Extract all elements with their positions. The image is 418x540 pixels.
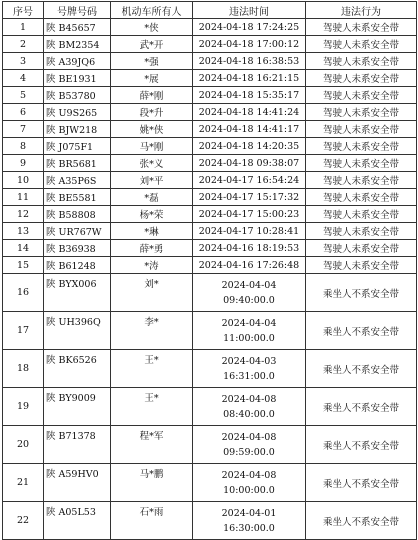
owner-cell: 段*升 [111,104,193,121]
time-cell: 2024-04-18 14:41:24 [193,104,306,121]
seq-cell: 17 [3,312,44,350]
action-cell: 驾驶人未系安全带 [306,257,417,274]
table-row [3,138,417,155]
seq-cell: 4 [3,70,44,87]
header-seq: 序号 [3,2,44,19]
header-time: 违法时间 [193,2,306,19]
owner-cell: 王* [111,388,193,426]
plate-cell: 陕 A59HV0 [44,464,111,502]
owner-cell: *侠 [111,19,193,36]
plate-cell: 陕 UR767W [44,223,111,240]
table-row [3,240,417,257]
action-cell: 驾驶人未系安全带 [306,138,417,155]
action-cell: 乘坐人不系安全带 [306,426,417,464]
time-cell: 2024-04-08 08:40:00.0 [193,388,306,426]
time-cell: 2024-04-18 14:20:35 [193,138,306,155]
seq-cell: 7 [3,121,44,138]
table-row [3,350,417,388]
owner-cell: 姚*侠 [111,121,193,138]
time-cell: 2024-04-18 17:00:12 [193,36,306,53]
table-row [3,312,417,350]
table-row [3,388,417,426]
seq-cell: 5 [3,87,44,104]
owner-cell: 薛*刚 [111,87,193,104]
table-row [3,19,417,36]
action-cell: 驾驶人未系安全带 [306,189,417,206]
action-cell: 驾驶人未系安全带 [306,19,417,36]
seq-cell: 18 [3,350,44,388]
action-cell: 乘坐人不系安全带 [306,274,417,312]
table-row [3,155,417,172]
plate-cell: 陕 BM2354 [44,36,111,53]
plate-cell: 陕 BJW218 [44,121,111,138]
seq-cell: 15 [3,257,44,274]
table-row [3,223,417,240]
time-cell: 2024-04-18 14:41:17 [193,121,306,138]
action-cell: 驾驶人未系安全带 [306,172,417,189]
plate-cell: 陕 B45657 [44,19,111,36]
action-cell: 驾驶人未系安全带 [306,240,417,257]
header-row [3,2,417,19]
violations-table [2,1,417,540]
plate-cell: 陕 A35P6S [44,172,111,189]
plate-cell: 陕 BYX006 [44,274,111,312]
owner-cell: 马*刚 [111,138,193,155]
action-cell: 乘坐人不系安全带 [306,464,417,502]
time-cell: 2024-04-08 09:59:00.0 [193,426,306,464]
plate-cell: 陕 UH396Q [44,312,111,350]
seq-cell: 9 [3,155,44,172]
seq-cell: 22 [3,502,44,540]
seq-cell: 13 [3,223,44,240]
table-row [3,502,417,540]
seq-cell: 1 [3,19,44,36]
plate-cell: 陕 BY9009 [44,388,111,426]
action-cell: 驾驶人未系安全带 [306,36,417,53]
time-cell: 2024-04-01 16:30:00.0 [193,502,306,540]
owner-cell: *涛 [111,257,193,274]
plate-cell: 陕 B53780 [44,87,111,104]
time-cell: 2024-04-17 15:00:23 [193,206,306,223]
action-cell: 驾驶人未系安全带 [306,87,417,104]
table-row [3,426,417,464]
action-cell: 乘坐人不系安全带 [306,502,417,540]
table-row [3,189,417,206]
plate-cell: 陕 B36938 [44,240,111,257]
time-cell: 2024-04-18 15:35:17 [193,87,306,104]
header-action: 违法行为 [306,2,417,19]
time-cell: 2024-04-18 09:38:07 [193,155,306,172]
seq-cell: 16 [3,274,44,312]
table-row [3,172,417,189]
time-cell: 2024-04-18 17:24:25 [193,19,306,36]
owner-cell: 王* [111,350,193,388]
owner-cell: *展 [111,70,193,87]
owner-cell: 武*开 [111,36,193,53]
action-cell: 驾驶人未系安全带 [306,155,417,172]
plate-cell: 陕 A05L53 [44,502,111,540]
action-cell: 驾驶人未系安全带 [306,53,417,70]
owner-cell: 杨*荣 [111,206,193,223]
seq-cell: 11 [3,189,44,206]
plate-cell: 陕 B61248 [44,257,111,274]
owner-cell: *磊 [111,189,193,206]
owner-cell: 石*雨 [111,502,193,540]
time-cell: 2024-04-03 16:31:00.0 [193,350,306,388]
owner-cell: 程*军 [111,426,193,464]
seq-cell: 14 [3,240,44,257]
plate-cell: 陕 B71378 [44,426,111,464]
plate-cell: 陕 BE5581 [44,189,111,206]
time-cell: 2024-04-04 09:40:00.0 [193,274,306,312]
owner-cell: 李* [111,312,193,350]
seq-cell: 10 [3,172,44,189]
owner-cell: *强 [111,53,193,70]
plate-cell: 陕 BK6526 [44,350,111,388]
action-cell: 驾驶人未系安全带 [306,206,417,223]
seq-cell: 6 [3,104,44,121]
owner-cell: 刘* [111,274,193,312]
time-cell: 2024-04-17 16:54:24 [193,172,306,189]
time-cell: 2024-04-17 15:17:32 [193,189,306,206]
action-cell: 驾驶人未系安全带 [306,104,417,121]
table-row [3,104,417,121]
plate-cell: 陕 BE1931 [44,70,111,87]
header-plate: 号牌号码 [44,2,111,19]
time-cell: 2024-04-08 10:00:00.0 [193,464,306,502]
table-row [3,121,417,138]
table-row [3,464,417,502]
action-cell: 驾驶人未系安全带 [306,223,417,240]
table-row [3,36,417,53]
seq-cell: 12 [3,206,44,223]
plate-cell: 陕 B58808 [44,206,111,223]
table-row [3,206,417,223]
time-cell: 2024-04-16 18:19:53 [193,240,306,257]
owner-cell: *琳 [111,223,193,240]
table-row [3,87,417,104]
seq-cell: 21 [3,464,44,502]
action-cell: 乘坐人不系安全带 [306,388,417,426]
owner-cell: 马*鹏 [111,464,193,502]
time-cell: 2024-04-16 17:26:48 [193,257,306,274]
header-owner: 机动车所有人 [111,2,193,19]
seq-cell: 2 [3,36,44,53]
table-row [3,274,417,312]
owner-cell: 薛*勇 [111,240,193,257]
owner-cell: 张*义 [111,155,193,172]
table-row [3,257,417,274]
seq-cell: 8 [3,138,44,155]
plate-cell: 陕 J075F1 [44,138,111,155]
table-row [3,53,417,70]
plate-cell: 陕 BR5681 [44,155,111,172]
time-cell: 2024-04-04 11:00:00.0 [193,312,306,350]
action-cell: 乘坐人不系安全带 [306,350,417,388]
time-cell: 2024-04-18 16:21:15 [193,70,306,87]
owner-cell: 刘*平 [111,172,193,189]
action-cell: 驾驶人未系安全带 [306,70,417,87]
plate-cell: 陕 A39JQ6 [44,53,111,70]
seq-cell: 20 [3,426,44,464]
action-cell: 驾驶人未系安全带 [306,121,417,138]
time-cell: 2024-04-18 16:38:53 [193,53,306,70]
table-row [3,70,417,87]
action-cell: 乘坐人不系安全带 [306,312,417,350]
seq-cell: 19 [3,388,44,426]
time-cell: 2024-04-17 10:28:41 [193,223,306,240]
plate-cell: 陕 U9S265 [44,104,111,121]
seq-cell: 3 [3,53,44,70]
